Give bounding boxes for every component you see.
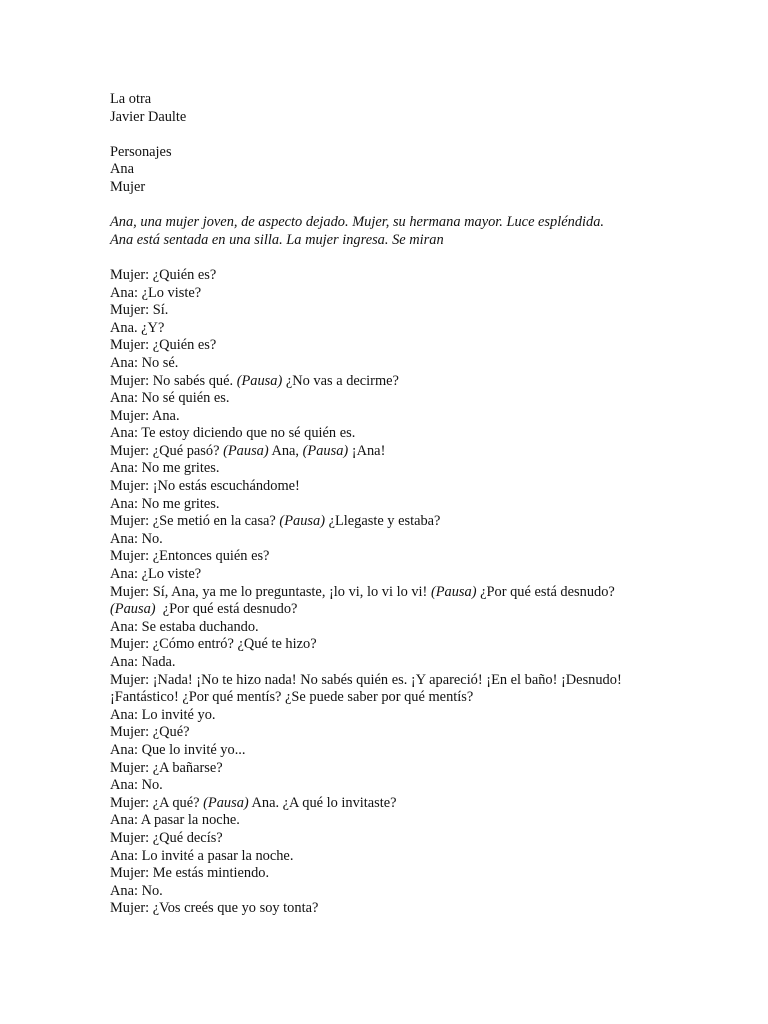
dialogue-text: Ana: Lo invité yo. <box>110 706 216 723</box>
dialogue-line <box>110 584 670 602</box>
stage-pause: (Pausa) <box>279 513 325 530</box>
dialogue-text: Mujer: ¿Quién es? <box>110 266 217 283</box>
dialogue-text: Ana: Lo invité a pasar la noche. <box>110 847 294 864</box>
character-ana: Ana <box>110 161 134 178</box>
dialogue-text: Ana. ¿A qué lo invitaste? <box>248 794 397 811</box>
dialogue-text: Mujer: ¿Qué pasó? <box>110 442 224 459</box>
characters-heading: Personajes <box>110 143 172 160</box>
dialogue-line <box>110 812 670 830</box>
dialogue-text: Ana: Te estoy diciendo que no sé quién es. <box>110 425 356 442</box>
dialogue-text: Mujer: ¿A qué? <box>110 794 204 811</box>
dialogue-line <box>110 672 670 690</box>
dialogue-line <box>110 267 670 285</box>
dialogue-line <box>110 320 670 338</box>
dialogue-text: Mujer: ¿A bañarse? <box>110 759 223 776</box>
dialogue-line <box>110 337 670 355</box>
dialogue-line <box>110 548 670 566</box>
dialogue-text: Ana: No. <box>110 777 163 794</box>
stage-pause: (Pausa) <box>430 583 477 600</box>
dialogue-line <box>110 373 670 391</box>
dialogue-text: Mujer: ¿Cómo entró? ¿Qué te hizo? <box>110 636 317 653</box>
dialogue-line <box>110 302 670 320</box>
dialogue-line <box>110 443 670 461</box>
spacer <box>110 249 670 267</box>
dialogue-line <box>110 883 670 901</box>
dialogue-line <box>110 566 670 584</box>
dialogue-line <box>110 425 670 443</box>
dialogue-line <box>110 496 670 514</box>
dialogue-line <box>110 636 670 654</box>
stage-pause: (Pausa) <box>110 601 156 618</box>
dialogue-text: Mujer: ¿Qué decís? <box>110 829 223 846</box>
dialogue-line <box>110 619 670 637</box>
dialogue-line <box>110 848 670 866</box>
dialogue-text: Mujer: Sí. <box>110 302 169 319</box>
dialogue-line <box>110 601 670 619</box>
dialogue-text: Ana: Que lo invité yo... <box>110 741 246 758</box>
dialogue-text: Ana, <box>268 442 303 459</box>
dialogue-line <box>110 724 670 742</box>
stage-pause: (Pausa) <box>223 442 269 459</box>
play-author: Javier Daulte <box>110 108 187 125</box>
dialogue-text: Mujer: ¿Entonces quién es? <box>110 548 270 565</box>
play-title: La otra <box>110 91 152 107</box>
dialogue-text: Ana: Se estaba duchando. <box>110 618 259 635</box>
dialogue-text: Mujer: Me estás mintiendo. <box>110 865 270 882</box>
stage-pause: (Pausa) <box>302 442 349 459</box>
dialogue-line <box>110 390 670 408</box>
dialogue-text: ¡Ana! <box>348 442 386 459</box>
dialogue-text: Ana: No. <box>110 530 163 547</box>
dialogue-line <box>110 777 670 795</box>
dialogue-line <box>110 531 670 549</box>
character-mujer: Mujer <box>110 178 146 195</box>
dialogue-line <box>110 742 670 760</box>
dialogue-text: Mujer: ¿Se metió en la casa? <box>110 513 280 530</box>
dialogue-text: Mujer: Ana. <box>110 407 180 424</box>
dialogue-line <box>110 513 670 531</box>
dialogue-text: Ana: No sé quién es. <box>110 390 230 407</box>
dialogue-text: Ana: No. <box>110 882 163 899</box>
dialogue-text: ¡Fantástico! ¿Por qué mentís? ¿Se puede saber por qué mentís? <box>110 689 474 706</box>
dialogue-text: Ana: No me grites. <box>110 460 220 477</box>
document-page <box>110 91 670 918</box>
stage-pause: (Pausa) <box>236 372 283 389</box>
dialogue-text: Ana: ¿Lo viste? <box>110 566 202 583</box>
dialogue-line <box>110 795 670 813</box>
stage-pause: (Pausa) <box>203 794 249 811</box>
dialogue-text: Ana: ¿Lo viste? <box>110 284 202 301</box>
dialogue-text: Ana: Nada. <box>110 654 176 670</box>
dialogue-text: Mujer: ¿Vos creés que yo soy tonta? <box>110 900 319 917</box>
dialogue-line <box>110 830 670 848</box>
dialogue-line <box>110 285 670 303</box>
dialogue-text: Ana: No me grites. <box>110 495 220 512</box>
dialogue-text: Mujer: ¿Quién es? <box>110 337 217 354</box>
dialogue-line <box>110 900 670 918</box>
spacer <box>110 197 670 215</box>
stage-direction-line: Ana está sentada en una silla. La mujer ingresa. Se miran <box>110 231 444 248</box>
dialogue-text: ¿Por qué está desnudo? <box>155 601 298 618</box>
dialogue-text: Ana. ¿Y? <box>110 319 165 336</box>
dialogue-block <box>110 267 670 918</box>
dialogue-text: Mujer: ¿Qué? <box>110 724 190 741</box>
dialogue-line <box>110 865 670 883</box>
dialogue-line <box>110 707 670 725</box>
dialogue-line <box>110 760 670 778</box>
stage-direction-line: Ana, una mujer joven, de aspecto dejado. Mujer, su hermana mayor. Luce espléndida. <box>110 214 604 231</box>
dialogue-text: Ana: A pasar la noche. <box>110 812 240 829</box>
dialogue-text: Mujer: ¡No estás escuchándome! <box>110 478 300 495</box>
dialogue-line <box>110 460 670 478</box>
dialogue-text: ¿Llegaste y estaba? <box>324 513 441 530</box>
dialogue-line <box>110 408 670 426</box>
dialogue-line <box>110 355 670 373</box>
dialogue-line <box>110 654 670 672</box>
spacer <box>110 126 670 144</box>
dialogue-text: Mujer: No sabés qué. <box>110 372 237 389</box>
dialogue-line <box>110 478 670 496</box>
dialogue-text: Mujer: ¡Nada! ¡No te hizo nada! No sabés quién es. ¡Y apareció! ¡En el baño! ¡Desnudo! <box>110 671 622 688</box>
dialogue-text: Mujer: Sí, Ana, ya me lo preguntaste, ¡lo vi, lo vi lo vi! <box>110 583 431 600</box>
dialogue-text: Ana: No sé. <box>110 354 179 371</box>
dialogue-text: ¿Por qué está desnudo? <box>476 583 615 600</box>
dialogue-text: ¿No vas a decirme? <box>282 372 399 389</box>
dialogue-line <box>110 689 670 707</box>
